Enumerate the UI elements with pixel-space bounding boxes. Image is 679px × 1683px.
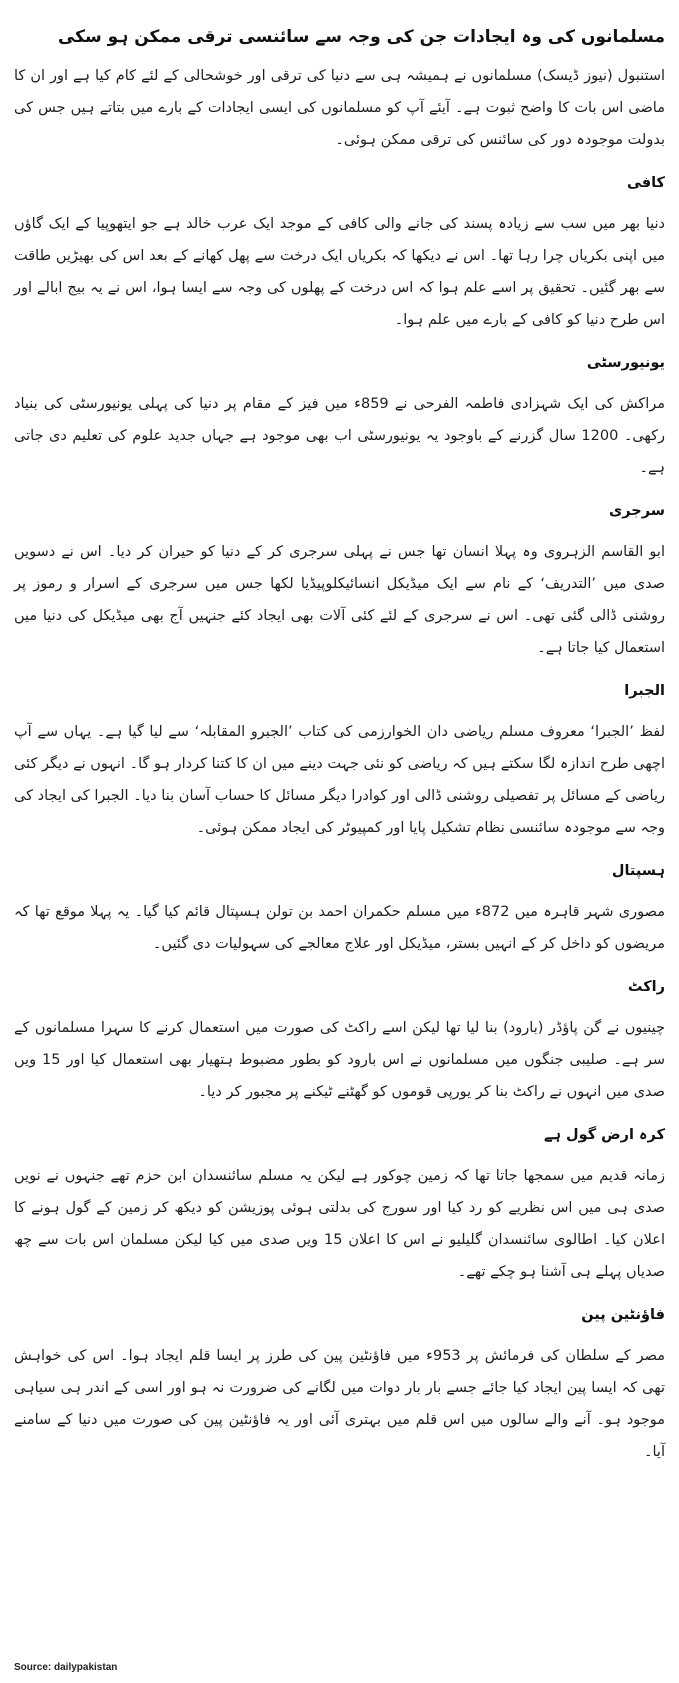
section-coffee (14, 168, 665, 336)
section-heading: ہسپتال (611, 863, 665, 879)
section-heading: کافی (626, 175, 665, 191)
section-body: ابو القاسم الزہروی وہ پہلا انسان تھا جس نے پہلی سرجری کر کے دنیا کو حیران کر دیا۔ اس نے دسویں صدی میں ’التدریف‘ کے نام سے ایک میڈیکل انسائیکلوپیڈیا لکھا جس میں سرجری کے اسرار و رموز پر روشنی ڈالی گئی تھی۔ اس نے سرجری کے لئے کئی آلات بھی ایجاد کئے جنہیں آج بھی میڈیکل کی دنیا میں استعمال کیا جاتا ہے۔ (14, 544, 665, 656)
source-credit: Source: dailypakistan (14, 1662, 118, 1673)
section-body: مراکش کی ایک شہزادی فاطمہ الفرحی نے 859ء میں فیز کے مقام پر دنیا کی پہلی یونیورسٹی کی بنیاد رکھی۔ 1200 سال گزرنے کے باوجود یہ یونیورسٹی اب بھی موجود ہے جہاں جدید علوم کی تعلیم دی جاتی ہے۔ (14, 396, 665, 476)
section-heading: کرہ ارض گول ہے (543, 1127, 665, 1143)
section-body: مصر کے سلطان کی فرمائش پر 953ء میں فاؤنٹین پین کی طرز پر ایسا قلم ایجاد ہوا۔ اس کی خواہش تھی کہ ایسا پین ایجاد کیا جائے جسے بار بار دوات میں لگانے کی ضرورت نہ ہو اور اسی کے اندر ہی سیاہی موجود ہو۔ آنے والے سالوں میں اس قلم میں بہتری آئی اور یہ فاؤنٹین پین کی صورت میں دنیا کے سامنے آیا۔ (14, 1348, 665, 1460)
section-body: دنیا بھر میں سب سے زیادہ پسند کی جانے والی کافی کے موجد ایک عرب خالد ہے جو ایتھوپیا کے ایک گاؤں میں اپنی بکریاں چرا رہا تھا۔ اس نے دیکھا کہ بکریاں ایک درخت سے پھل کھانے کے بعد اس کی بھیڑیں طاقت سے بھر گئیں۔ تحقیق پر اسے علم ہوا کہ اس درخت کے پھلوں کی وجہ سے ایسا ہوا، اس نے یہ بیج ابالے اور اس طرح دنیا کو کافی کے بارے میں علم ہوا۔ (14, 216, 665, 328)
section-round-earth (14, 1120, 665, 1288)
section-algebra (14, 676, 665, 844)
section-heading: راکٹ (627, 979, 665, 995)
section-fountain-pen (14, 1300, 665, 1468)
section-heading: الجبرا (624, 683, 665, 699)
section-hospital (14, 856, 665, 960)
section-surgery (14, 496, 665, 664)
section-body: زمانہ قدیم میں سمجھا جاتا تھا کہ زمین چوکور ہے لیکن یہ مسلم سائنسدان ابن حزم تھے جنہوں نے نویں صدی ہی میں اس نظریے کو رد کیا اور سورج کی بدلتی ہوئی پوزیشن کو دیکھ کر زمین کے گول ہونے کا اعلان کیا۔ اطالوی سائنسدان گلیلیو نے اس کا اعلان 15 ویں صدی میں کیا لیکن مسلمان اس بات سے چھ صدیاں پہلے ہی آشنا ہو چکے تھے۔ (14, 1168, 665, 1280)
section-rocket (14, 972, 665, 1108)
section-heading: سرجری (608, 503, 665, 519)
section-heading: یونیورسٹی (586, 355, 665, 371)
section-heading: فاؤنٹین پین (581, 1307, 665, 1323)
article-intro: استنبول (نیوز ڈیسک) مسلمانوں نے ہمیشہ ہی سے دنیا کی ترقی اور خوشحالی کے لئے کام کیا ہے اور ان کا ماضی اس بات کا واضح ثبوت ہے۔ آیئے آپ کو مسلمانوں کی ایسی ایجادات کے بارے میں بتاتے ہیں جس کی بدولت موجودہ دور کی سائنس کی ترقی ممکن ہوئی۔ (14, 68, 665, 148)
section-body: لفظ ’الجبرا‘ معروف مسلم ریاضی دان الخوارزمی کی کتاب ’الجبرو المقابلہ‘ سے لیا گیا ہے۔ یہاں سے آپ اچھی طرح اندازہ لگا سکتے ہیں کہ ریاضی کو نئی جہت دینے میں ان کا کتنا کردار ہو گا۔ انہوں نے دیگر کئی ریاضی کے مسائل پر تفصیلی روشنی ڈالی اور کوادرا دیگر مسائل کا حساب آسان بنا دیا۔ الجبرا کی ایجاد کی وجہ سے موجودہ سائنسی نظام تشکیل پایا اور کمپیوٹر کی ایجاد ممکن ہوئی۔ (14, 724, 665, 836)
section-university (14, 348, 665, 484)
section-body: چینیوں نے گن پاؤڈر (بارود) بنا لیا تھا لیکن اسے راکٹ کی صورت میں استعمال کرنے کا سہرا مسلمانوں کے سر ہے۔ صلیبی جنگوں میں مسلمانوں نے اس بارود کو بطور مضبوط ہتھیار بھی استعمال کیا اور 15 ویں صدی میں انہوں نے راکٹ بنا کر یورپی قوموں کو گھٹنے ٹیکنے پر مجبور کر دیا۔ (14, 1020, 666, 1100)
section-body: مصوری شہر قاہرہ میں 872ء میں مسلم حکمران احمد بن تولن ہسپتال قائم کیا گیا۔ یہ پہلا موقع تھا کہ مریضوں کو داخل کر کے انہیں بستر، میڈیکل اور علاج معالجے کی سہولیات دی گئیں۔ (14, 904, 665, 952)
article-title: مسلمانوں کی وہ ایجادات جن کی وجہ سے سائنسی ترقی ممکن ہو سکی (57, 27, 665, 47)
